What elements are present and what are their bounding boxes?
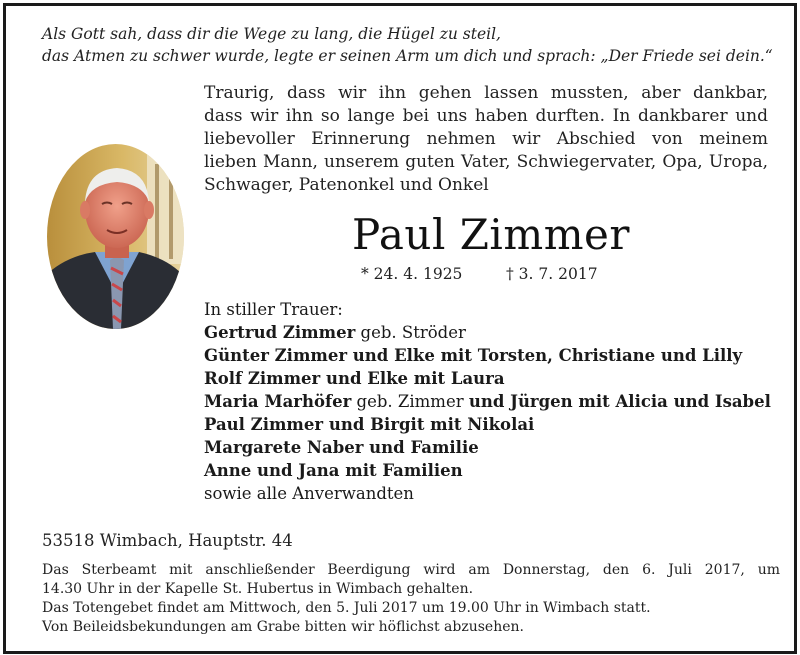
note-line: Das Totengebet findet am Mittwoch, den 5. Juli 2017 um 19.00 Uhr in Wimbach statt. <box>42 600 651 616</box>
note-line: 14.30 Uhr in der Kapelle St. Hubertus in Wimbach gehalten. <box>42 581 474 597</box>
mourner-name: und Jürgen mit Alicia und Isabel <box>468 392 771 411</box>
note-line: Das Sterbeamt mit anschließender Beerdigung wird am Donnerstag, den 6. Juli 2017, um <box>42 562 780 578</box>
mourner-line <box>204 390 774 413</box>
mourners-list <box>204 298 774 505</box>
note-line: Von Beileidsbekundungen am Grabe bitten wir höflichst abzusehen. <box>42 619 524 635</box>
mourner-line: Paul Zimmer und Birgit mit Nikolai <box>204 415 535 434</box>
mourner-line: Rolf Zimmer und Elke mit Laura <box>204 369 505 388</box>
mourner-detail: geb. Ströder <box>355 323 466 342</box>
mourner-detail: geb. Zimmer <box>351 392 469 411</box>
mourner-line: Anne und Jana mit Familien <box>204 461 463 480</box>
obituary-frame <box>3 3 797 654</box>
death-date: † 3. 7. 2017 <box>506 265 598 283</box>
intro-line: Schwager, Patenonkel und Onkel <box>204 175 489 195</box>
funeral-notes <box>42 561 780 637</box>
mourner-line <box>204 321 774 344</box>
intro-line: dass wir ihn so lange bei uns haben durften. In dankbarer und <box>204 106 768 126</box>
intro-line: lieben Mann, unserem guten Vater, Schwiegervater, Opa, Uropa, <box>204 152 768 172</box>
mourner-line: Margarete Naber und Familie <box>204 438 479 457</box>
motto-line: Als Gott sah, dass dir die Wege zu lang, die Hügel zu steil, <box>42 25 501 43</box>
portrait-illustration <box>47 144 184 329</box>
motto-line: das Atmen zu schwer wurde, legte er seinen Arm um dich und sprach: „Der Friede sei dein.“ <box>42 47 773 65</box>
mourner-name: Maria Marhöfer <box>204 392 352 411</box>
family-address: 53518 Wimbach, Hauptstr. 44 <box>42 531 293 550</box>
portrait-photo <box>47 144 184 329</box>
motto-quote <box>42 23 782 67</box>
mourner-name: Gertrud Zimmer <box>204 323 356 342</box>
intro-line: liebevoller Erinnerung nehmen wir Abschied von meinem <box>204 129 768 149</box>
intro-text <box>204 82 768 197</box>
mourner-line: Günter Zimmer und Elke mit Torsten, Christiane und Lilly <box>204 346 743 365</box>
deceased-name: Paul Zimmer <box>352 210 630 259</box>
intro-line: Traurig, dass wir ihn gehen lassen mussten, aber dankbar, <box>204 83 768 103</box>
mourner-line: sowie alle Anverwandten <box>204 484 414 503</box>
mourners-heading: In stiller Trauer: <box>204 300 343 319</box>
birth-date: * 24. 4. 1925 <box>361 265 463 283</box>
